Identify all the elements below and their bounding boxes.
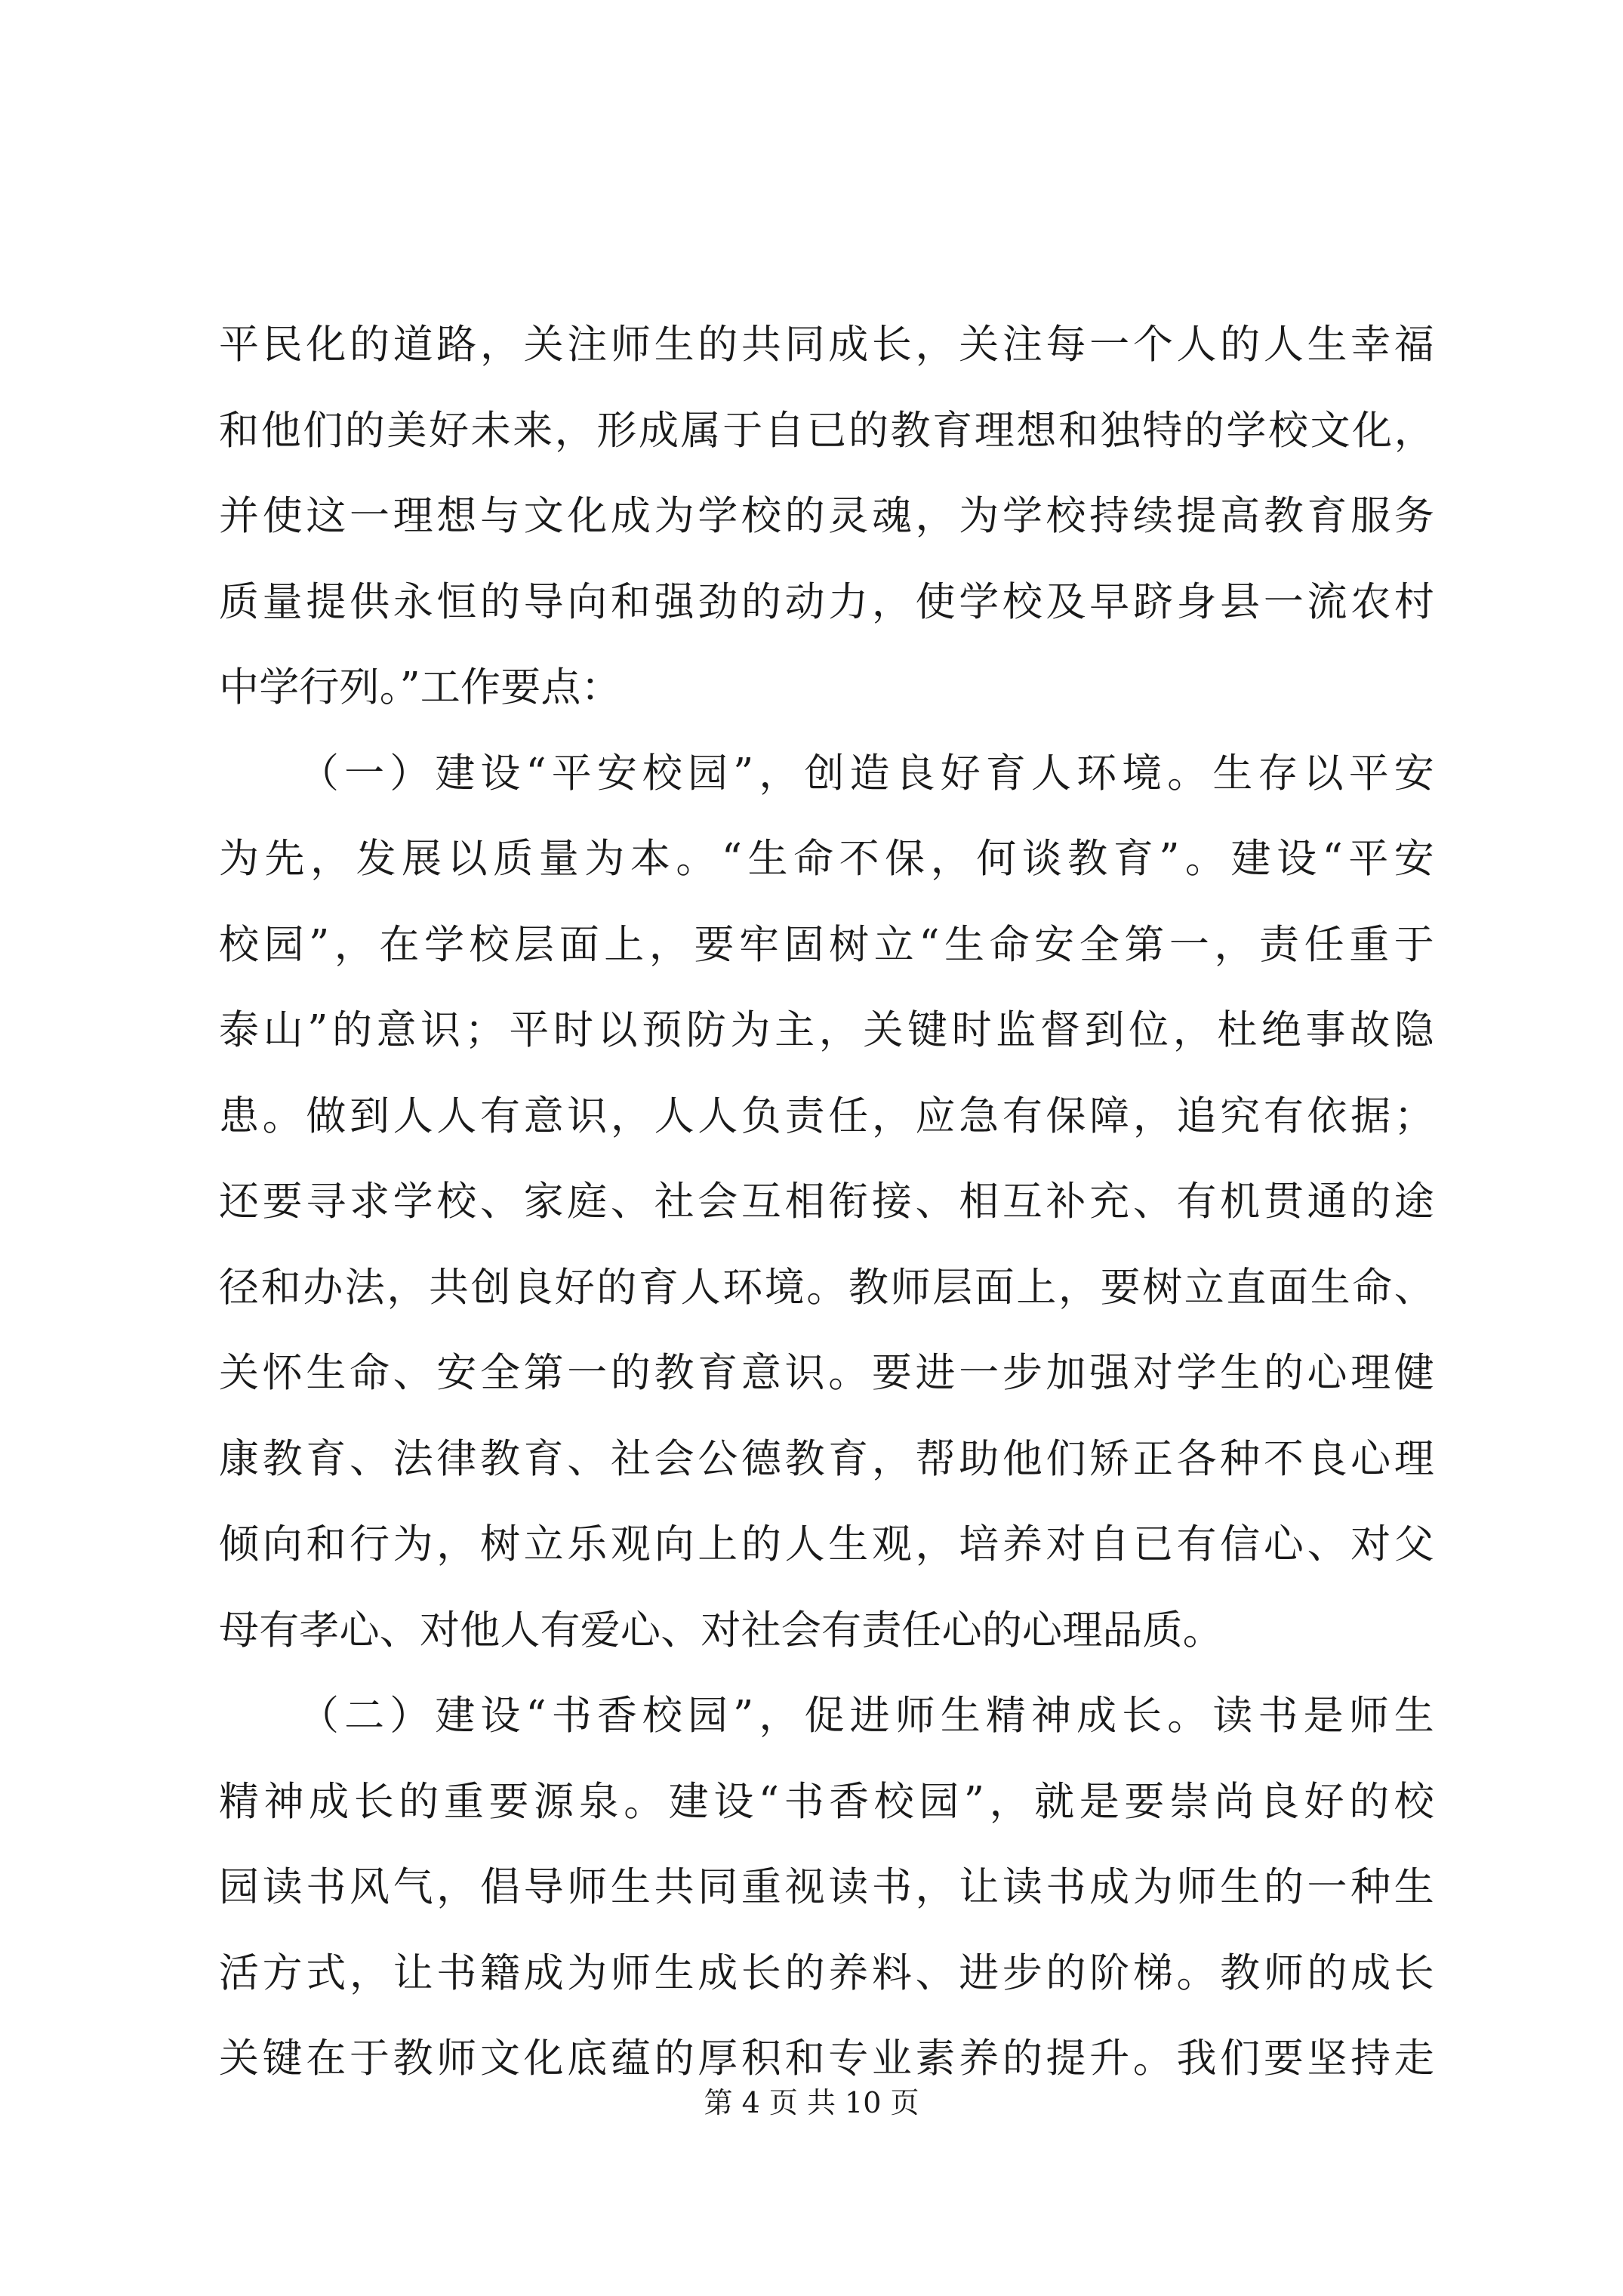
- text-line: 径和办法，共创良好的育人环境。教师层面上，要树立直面生命、: [219, 1264, 1434, 1311]
- text-line: 泰山”的意识；平时以预防为主，关键时监督到位，杜绝事故隐: [219, 1007, 1434, 1053]
- text-line: 和他们的美好未来，形成属于自已的教育理想和独特的学校文化，: [219, 407, 1434, 454]
- text-line: 母有孝心、对他人有爱心、对社会有责任心的心理品质。: [219, 1607, 1223, 1653]
- text-line: 精神成长的重要源泉。建设“书香校园”，就是要崇尚良好的校: [219, 1778, 1434, 1825]
- text-line: 还要寻求学校、家庭、社会互相衔接、相互补充、有机贯通的途: [219, 1179, 1434, 1225]
- text-line: 康教育、法律教育、社会公德教育，帮助他们矫正各种不良心理: [219, 1435, 1434, 1482]
- text-line: 质量提供永恒的导向和强劲的动力，使学校及早跻身县一流农村: [219, 578, 1434, 625]
- text-line: 为先，发展以质量为本。“生命不保，何谈教育”。建设“平安: [219, 836, 1434, 882]
- text-line: 倾向和行为，树立乐观向上的人生观，培养对自已有信心、对父: [219, 1521, 1434, 1567]
- paragraph-first-line: （二）建设“书香校园”，促进师生精神成长。读书是师生: [299, 1693, 1434, 1739]
- paragraph-first-line: （一）建设“平安校园”，创造良好育人环境。生存以平安: [299, 750, 1434, 797]
- text-line: 园读书风气，倡导师生共同重视读书，让读书成为师生的一种生: [219, 1864, 1434, 1910]
- text-line: 并使这一理想与文化成为学校的灵魂，为学校持续提高教育服务: [219, 493, 1434, 539]
- text-line: 关怀生命、安全第一的教育意识。要进一步加强对学生的心理健: [219, 1350, 1434, 1396]
- text-line: 患。做到人人有意识，人人负责任，应急有保障，追究有依据；: [219, 1093, 1434, 1139]
- text-line: 中学行列。”工作要点：: [219, 664, 621, 710]
- text-line: 活方式，让书籍成为师生成长的养料、进步的阶梯。教师的成长: [219, 1949, 1434, 1996]
- page-number: 第 4 页 共 10 页: [704, 2086, 919, 2119]
- text-line: 关键在于教师文化底蕴的厚积和专业素养的提升。我们要坚持走: [219, 2036, 1434, 2082]
- text-line: 校园”，在学校层面上，要牢固树立“生命安全第一，责任重于: [219, 921, 1434, 968]
- text-line: 平民化的道路，关注师生的共同成长，关注每一个人的人生幸福: [219, 322, 1434, 368]
- body-text: [219, 302, 1434, 2102]
